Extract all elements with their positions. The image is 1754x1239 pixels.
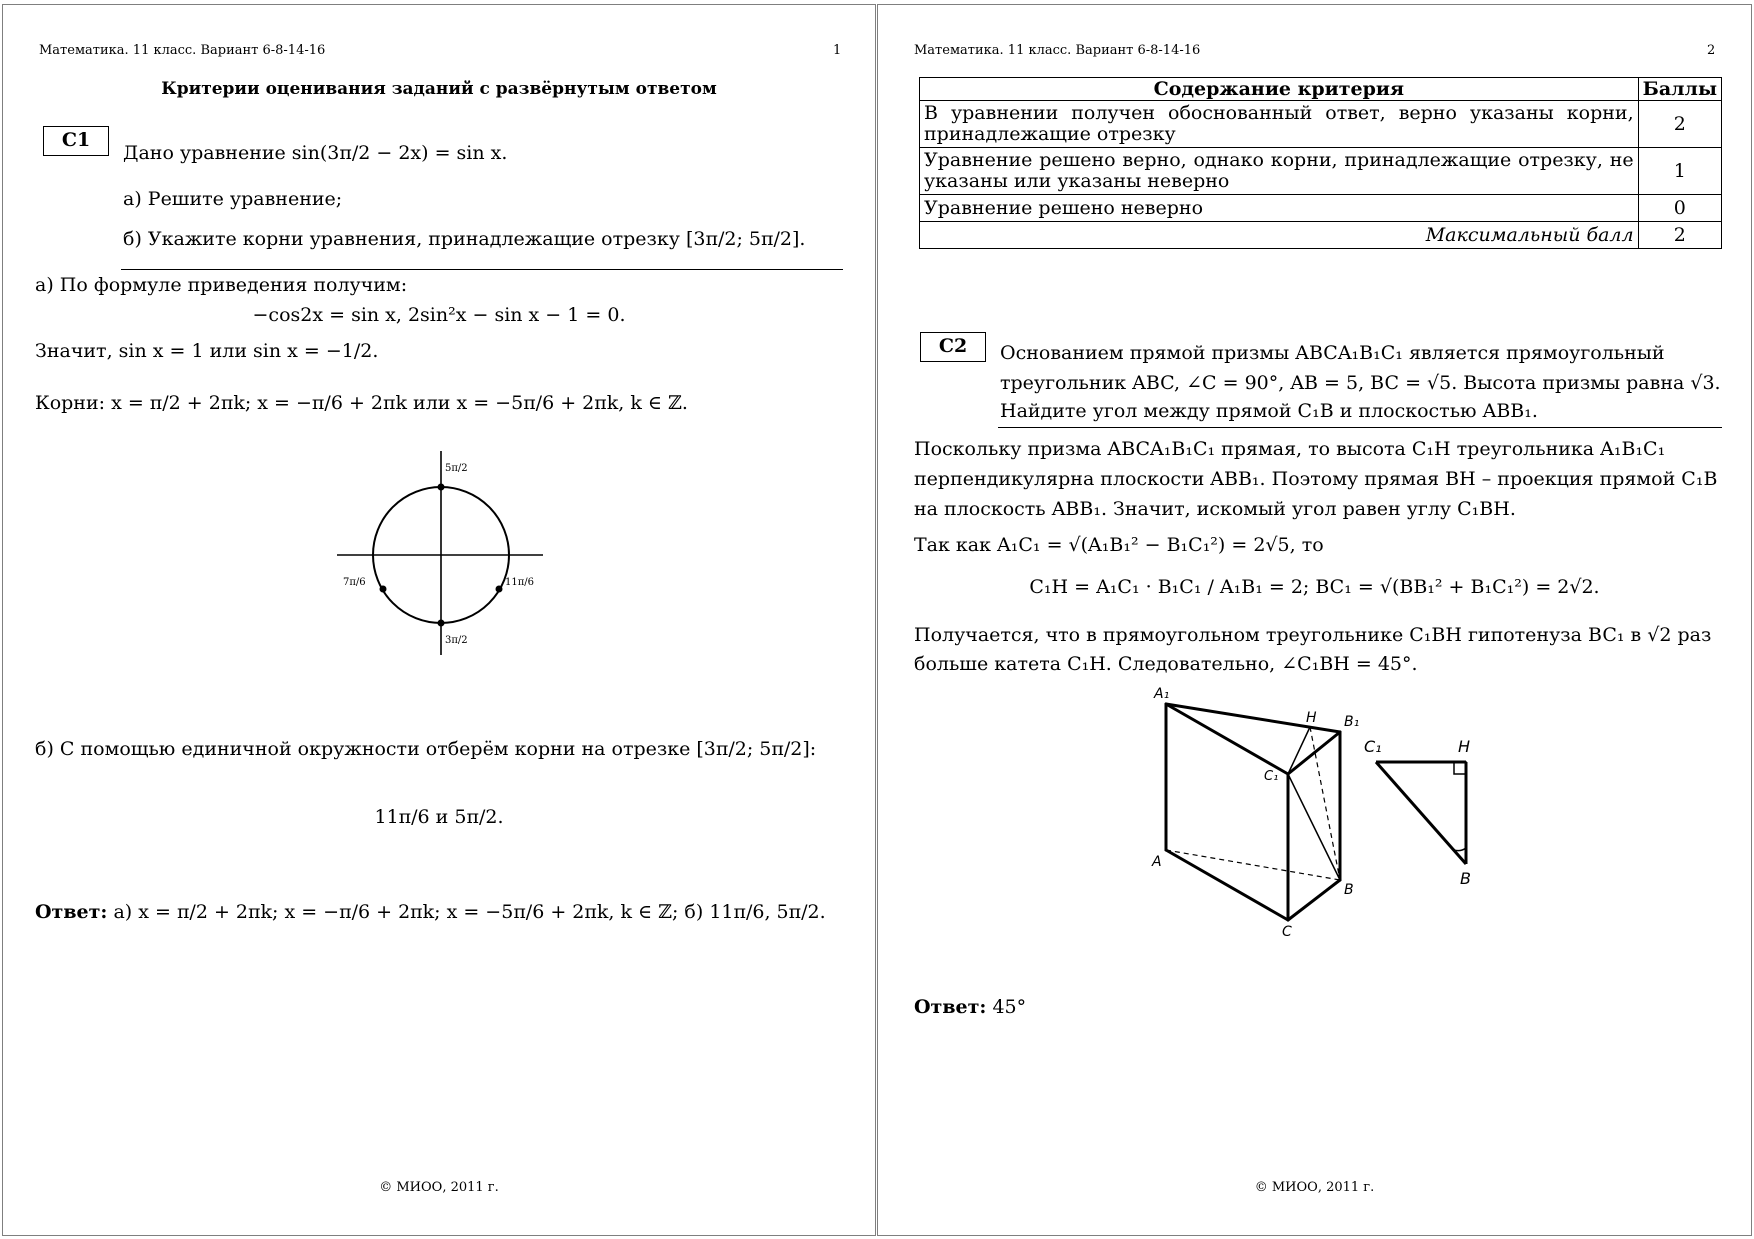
solution-line-5: б) С помощью единичной окружности отберём корни на отрезке [3π/2; 5π/2]:	[35, 738, 817, 760]
criterion-text: Уравнение решено верно, однако корни, принадлежащие отрезку, не указаны или указаны неверно	[924, 149, 1634, 192]
solution-line-6: Получается, что в прямоугольном треугольнике C₁BH гипотенуза BC₁ в √2 раз	[914, 624, 1712, 646]
right-angle-mark	[1454, 762, 1466, 774]
answer-c1	[35, 900, 826, 924]
label-b: B	[1344, 882, 1354, 898]
tri-c1b	[1376, 762, 1466, 864]
label-left: 7π/6	[343, 577, 366, 588]
point-left	[380, 586, 387, 593]
angle-mark-b	[1454, 848, 1466, 851]
problem-line-1: Основанием прямой призмы ABCA₁B₁C₁ является прямоугольный	[1000, 342, 1665, 364]
page-header: Математика. 11 класс. Вариант 6-8-14-16	[39, 43, 326, 58]
edge-c1b1	[1288, 732, 1340, 774]
solution-line-1: Поскольку призма ABCA₁B₁C₁ прямая, то высота C₁H треугольника A₁B₁C₁	[914, 438, 1666, 460]
label-a: A	[1152, 854, 1162, 870]
solution-line-7: больше катета C₁H. Следовательно, ∠C₁BH = 45°.	[914, 653, 1418, 675]
label-c: C	[1282, 924, 1292, 940]
problem-line-3: б) Укажите корни уравнения, принадлежащие отрезку [3π/2; 5π/2].	[123, 228, 806, 250]
label-triangle-b: B	[1460, 869, 1471, 888]
point-right	[496, 586, 503, 593]
criterion-points: 1	[1638, 148, 1721, 195]
criterion-points: 0	[1638, 195, 1721, 222]
solution-line-2: перпендикулярна плоскости ABB₁. Поэтому прямая BH – проекция прямой C₁B	[914, 468, 1718, 490]
answer-label: Ответ:	[914, 996, 987, 1018]
problem-line-1: Дано уравнение sin(3π/2 − 2x) = sin x.	[123, 142, 508, 164]
segment-c1b	[1288, 774, 1340, 880]
table-header-points: Баллы	[1638, 78, 1721, 101]
answer-label: Ответ:	[35, 901, 108, 923]
solution-line-4: Корни: x = π/2 + 2πk; x = −π/6 + 2πk или x = −5π/6 + 2πk, k ∈ ℤ.	[35, 392, 688, 414]
answer-text: а) x = π/2 + 2πk; x = −π/6 + 2πk; x = −5π/6 + 2πk, k ∈ ℤ; б) 11π/6, 5π/2.	[113, 901, 826, 923]
criterion-text: Уравнение решено неверно	[924, 196, 1204, 219]
table-header-row	[920, 78, 1722, 101]
page-footer: © МИОО, 2011 г.	[379, 1180, 499, 1195]
label-b1: B₁	[1344, 714, 1360, 730]
page-number: 1	[833, 43, 842, 58]
table-header-criterion: Содержание критерия	[920, 78, 1639, 101]
answer-text: 45°	[992, 996, 1027, 1018]
edge-cb	[1288, 880, 1340, 920]
criteria-table	[919, 77, 1722, 249]
page-number: 2	[1707, 43, 1716, 58]
problem-line-2: треугольник ABC, ∠C = 90°, AB = 5, BC = √5. Высота призмы равна √3.	[1000, 372, 1721, 394]
max-score-label: Максимальный балл	[920, 222, 1639, 249]
table-row	[920, 101, 1722, 148]
problem-line-2: а) Решите уравнение;	[123, 188, 343, 210]
table-row-max	[920, 222, 1722, 249]
criterion-points: 2	[1638, 101, 1721, 148]
divider	[121, 269, 843, 270]
page-title: Критерии оценивания заданий с развёрнутым ответом	[161, 79, 717, 99]
problem-line-3: Найдите угол между прямой C₁B и плоскостью ABB₁.	[1000, 400, 1538, 422]
label-top: 5π/2	[445, 463, 468, 474]
task-tag-c1: C1	[43, 126, 109, 156]
segment-hb-hidden	[1310, 727, 1340, 880]
solution-line-2: −cos2x = sin x, 2sin²x − sin x − 1 = 0.	[252, 304, 626, 326]
label-a1: A₁	[1154, 686, 1170, 702]
solution-line-5: C₁H = A₁C₁ · B₁C₁ / A₁B₁ = 2; BC₁ = √(BB₁² + B₁C₁²) = 2√2.	[1029, 576, 1600, 598]
page-2	[877, 4, 1752, 1236]
solution-line-4: Так как A₁C₁ = √(A₁B₁² − B₁C₁²) = 2√5, то	[914, 534, 1324, 556]
table-row	[920, 195, 1722, 222]
point-top	[438, 484, 445, 491]
label-triangle-h: H	[1458, 737, 1471, 756]
unit-circle-figure	[333, 445, 553, 665]
task-tag-c2: C2	[920, 332, 986, 362]
table-row	[920, 148, 1722, 195]
max-score-points: 2	[1638, 222, 1721, 249]
page-footer: © МИОО, 2011 г.	[1254, 1180, 1375, 1195]
solution-line-3: Значит, sin x = 1 или sin x = −1/2.	[35, 340, 379, 362]
answer-c2	[914, 995, 1026, 1019]
label-right: 11π/6	[505, 577, 535, 588]
edge-ac	[1166, 850, 1288, 920]
label-h: H	[1306, 710, 1317, 726]
criterion-text: В уравнении получен обоснованный ответ, верно указаны корни, принадлежащие отрезку	[924, 102, 1634, 145]
solution-line-6: 11π/6 и 5π/2.	[374, 806, 504, 828]
page-1	[2, 4, 876, 1236]
page-header: Математика. 11 класс. Вариант 6-8-14-16	[914, 43, 1201, 58]
label-bottom: 3π/2	[445, 635, 468, 646]
label-triangle-c1: C₁	[1364, 737, 1382, 756]
solution-line-1: а) По формуле приведения получим:	[35, 274, 408, 296]
divider	[998, 427, 1722, 428]
solution-line-3: на плоскость ABB₁. Значит, искомый угол равен углу C₁BH.	[914, 498, 1516, 520]
point-bottom	[438, 620, 445, 627]
prism-figure	[1148, 680, 1518, 950]
label-c1: C₁	[1264, 769, 1279, 784]
